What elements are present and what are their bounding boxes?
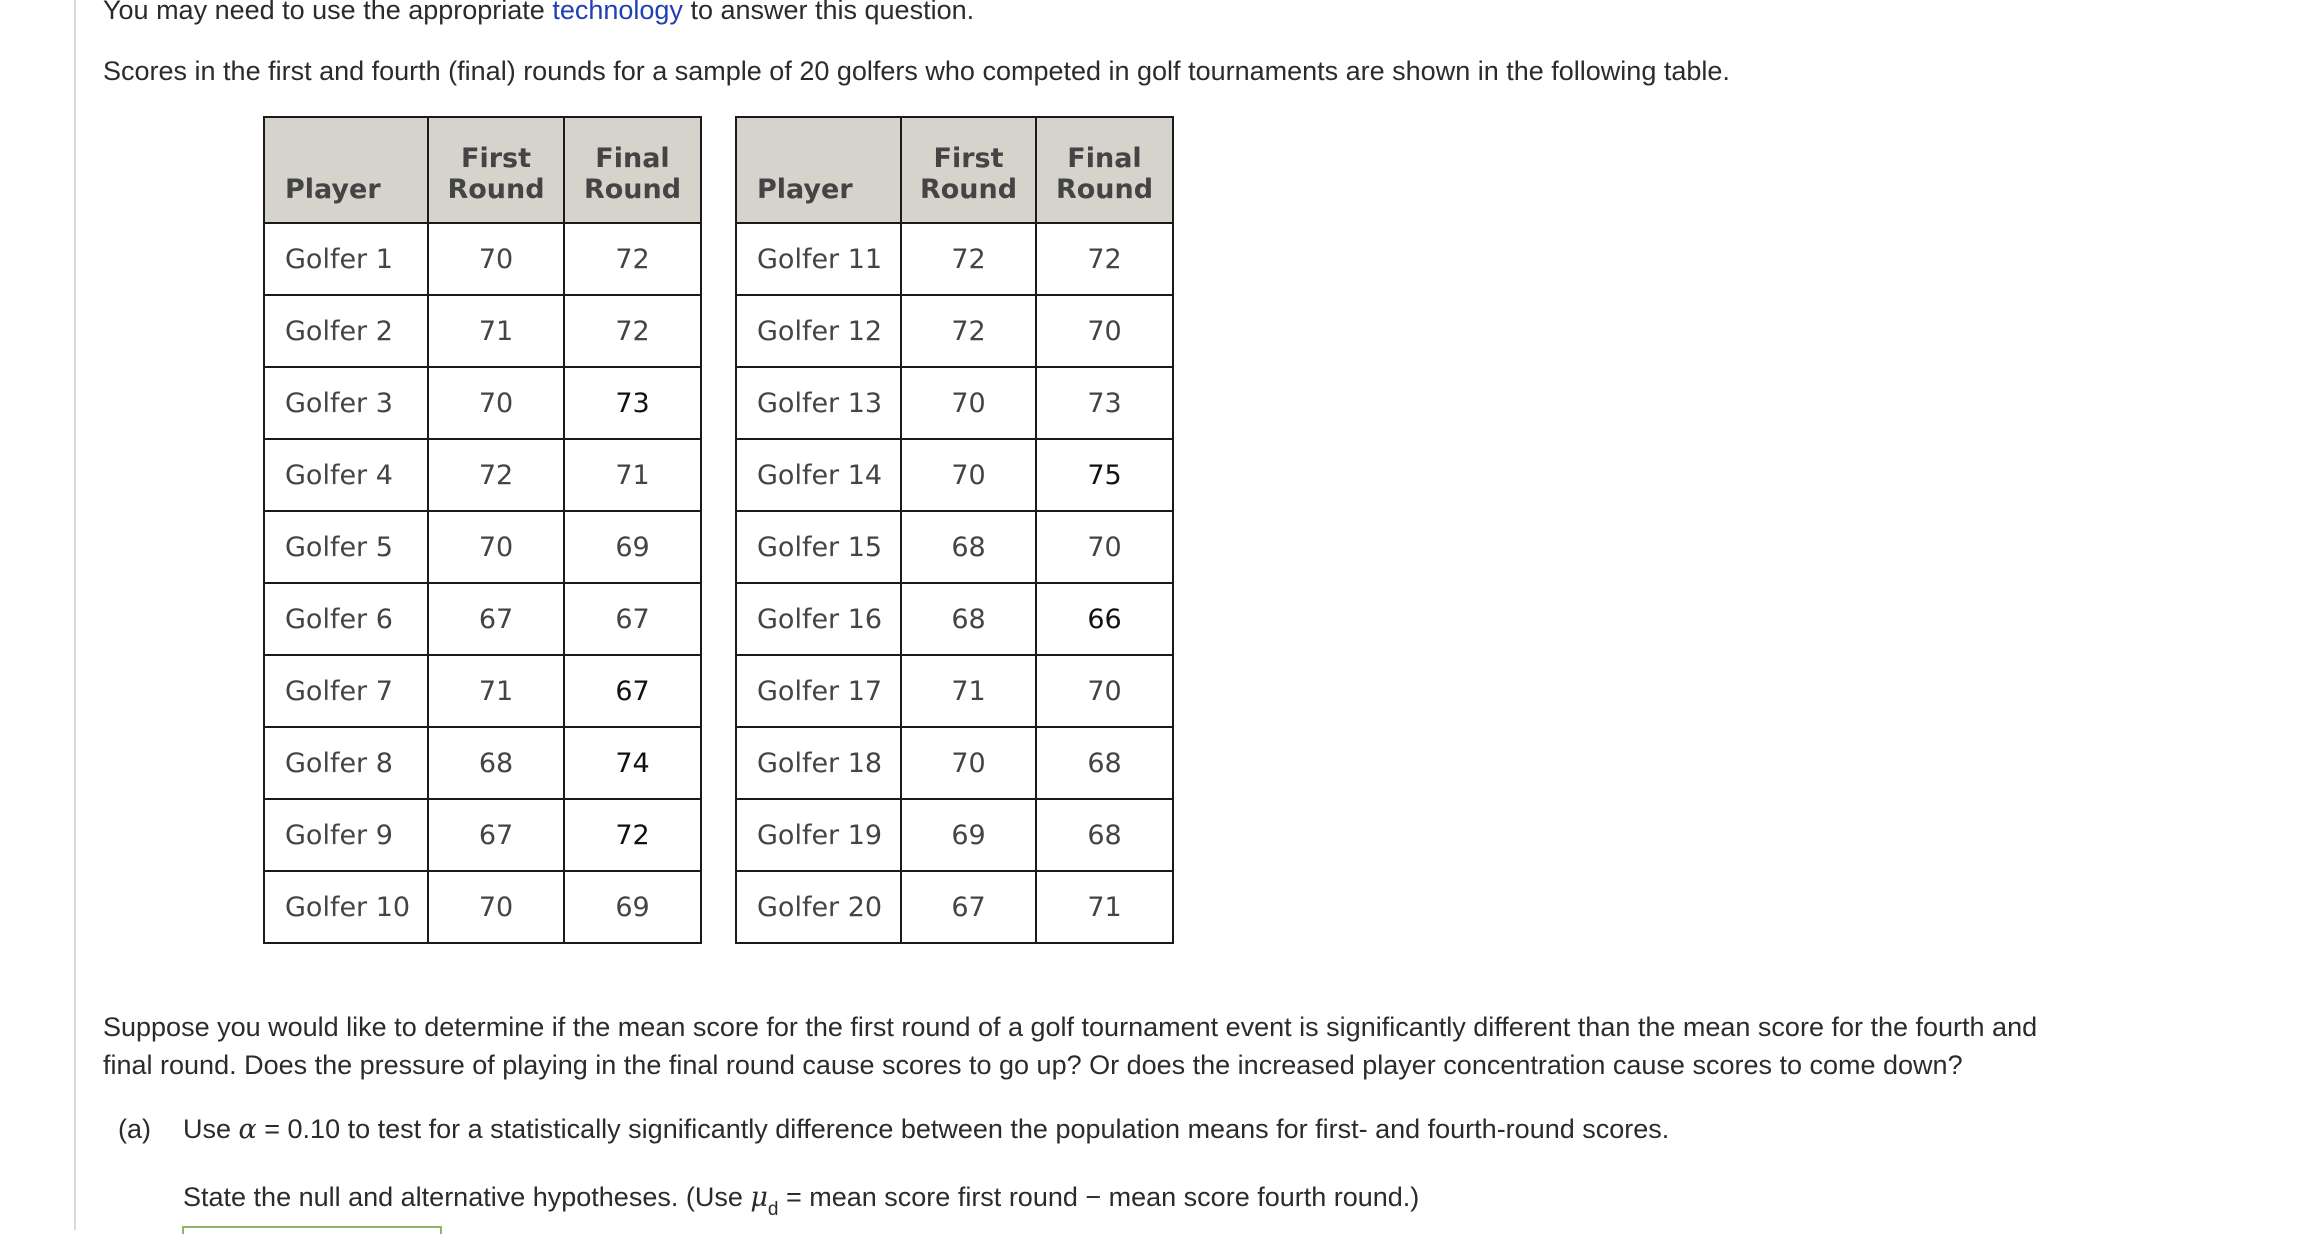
intro-line xyxy=(103,0,974,29)
table-row: Golfer 16 68 66 xyxy=(736,583,1173,655)
question-line-2: final round. Does the pressure of playing in the final round cause scores to go up? Or does the increased player concentration cause scores to come down? xyxy=(103,1050,1963,1080)
scores-table-left xyxy=(263,116,702,944)
mu-subscript: d xyxy=(767,1199,779,1220)
part-a-instruction: Use α = 0.10 to test for a statistically significantly difference between the population means for first- and fourth-round scores. xyxy=(183,1114,1670,1145)
left-margin-rule xyxy=(74,0,76,1230)
header-final-round: Final Round xyxy=(564,117,701,223)
table-row: Golfer 5 70 69 xyxy=(264,511,701,583)
table-row: Golfer 15 68 70 xyxy=(736,511,1173,583)
header-player: Player xyxy=(264,117,428,223)
table-row: Golfer 20 67 71 xyxy=(736,871,1173,943)
technology-link[interactable]: technology xyxy=(552,0,683,25)
table-row: Golfer 11 72 72 xyxy=(736,223,1173,295)
table-row: Golfer 6 67 67 xyxy=(264,583,701,655)
table-row: Golfer 2 71 72 xyxy=(264,295,701,367)
header-first-round: First Round xyxy=(428,117,564,223)
table-row: Golfer 4 72 71 xyxy=(264,439,701,511)
table-row: Golfer 19 69 68 xyxy=(736,799,1173,871)
header-player: Player xyxy=(736,117,901,223)
question-paragraph xyxy=(103,1008,2037,1084)
table-row: Golfer 12 72 70 xyxy=(736,295,1173,367)
table-header-row xyxy=(264,117,701,223)
table-row: Golfer 18 70 68 xyxy=(736,727,1173,799)
table-row: Golfer 13 70 73 xyxy=(736,367,1173,439)
table-row: Golfer 3 70 73 xyxy=(264,367,701,439)
table-header-row xyxy=(736,117,1173,223)
header-final-round: Final Round xyxy=(1036,117,1173,223)
hypotheses-instruction: State the null and alternative hypotheses. (Use $\mu_d$ = mean score first round − mean score fourth round.) xyxy=(183,1182,1420,1220)
table-row: Golfer 17 71 70 xyxy=(736,655,1173,727)
part-a-label: (a) xyxy=(118,1114,151,1144)
hypothesis-dropdown[interactable] xyxy=(182,1226,442,1234)
header-first-round: First Round xyxy=(901,117,1036,223)
table-row: Golfer 7 71 67 xyxy=(264,655,701,727)
alpha-symbol: α xyxy=(238,1114,257,1145)
mu-symbol: μ xyxy=(750,1182,768,1213)
intro-prefix: You may need to use the appropriate xyxy=(103,0,553,25)
table-row: Golfer 10 70 69 xyxy=(264,871,701,943)
intro-suffix: to answer this question. xyxy=(682,0,975,25)
question-line-1: Suppose you would like to determine if the mean score for the first round of a golf tournament event is significantly different than the mean score for the fourth and xyxy=(103,1012,2038,1042)
table-row: Golfer 9 67 72 xyxy=(264,799,701,871)
table-row: Golfer 14 70 75 xyxy=(736,439,1173,511)
table-description: Scores in the first and fourth (final) rounds for a sample of 20 golfers who competed in golf tournaments are shown in the following table. xyxy=(103,56,1730,86)
scores-table-right xyxy=(735,116,1174,944)
table-row: Golfer 1 70 72 xyxy=(264,223,701,295)
table-row: Golfer 8 68 74 xyxy=(264,727,701,799)
